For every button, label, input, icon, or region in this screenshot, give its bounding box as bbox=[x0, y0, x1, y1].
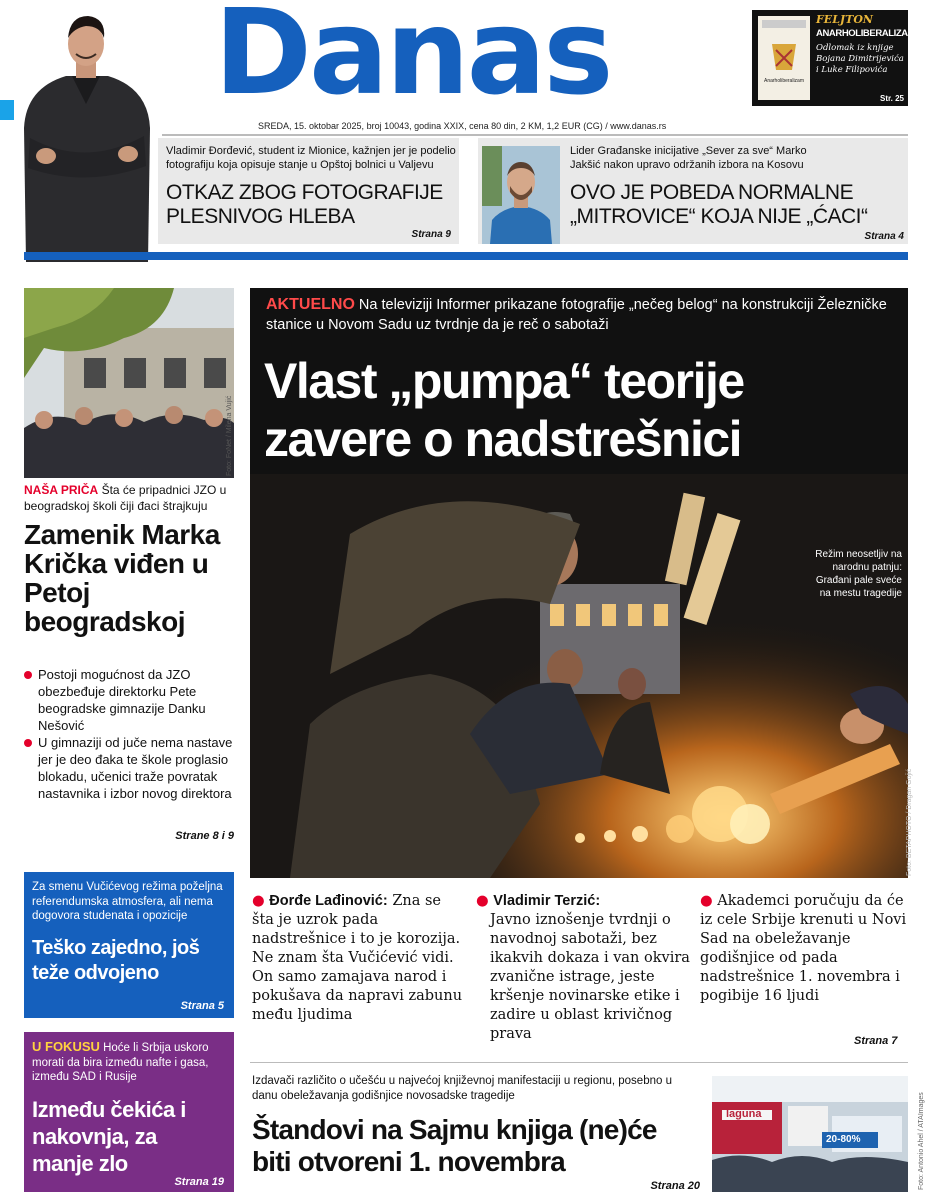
quote-text: Zna se šta je uzrok pada nadstrešnice i to je korozija. Ne znam šta Vučićević vidi. On samo zamajava narod i pokušava da napravi zabunu među ljudima bbox=[252, 893, 463, 1023]
page-ref: Strana 7 bbox=[854, 1035, 898, 1047]
main-story[interactable] bbox=[250, 288, 913, 878]
feljton-label: FELJTON bbox=[816, 13, 873, 26]
section-bar bbox=[24, 252, 908, 260]
page-ref: Strana 5 bbox=[180, 1000, 224, 1012]
main-story-intro-line bbox=[266, 295, 896, 335]
left-story-photo bbox=[24, 288, 234, 478]
left-story-kicker-line bbox=[24, 482, 238, 514]
divider bbox=[250, 1062, 908, 1063]
photo-credit: Foto: BETAPHOTO / Dragan Gojić bbox=[906, 768, 913, 876]
top-story-intro: Vladimir Đorđević, student iz Mionice, kažnjen jer je podelio fotografiju koja opisuje stanje u Opštoj bolnici u Valjevu bbox=[166, 145, 456, 171]
page-ref: Strana 9 bbox=[411, 229, 451, 240]
bottom-story-photo bbox=[712, 1076, 908, 1192]
feljton-text: Odlomak iz knjige Bojana Dimitrijevića i Luke Filipovića bbox=[816, 43, 904, 75]
feljton-box[interactable] bbox=[752, 10, 916, 106]
left-story[interactable] bbox=[24, 482, 238, 846]
main-story-intro: Na televiziji Informer prikazane fotografije „nečeg belog“ na konstrukciji Železničke stanice u Novom Sadu uz tvrdnje da je reč o sabotaži bbox=[266, 297, 887, 333]
purple-box[interactable] bbox=[24, 1032, 234, 1192]
divider bbox=[162, 134, 908, 136]
feljton-book-title: Anarholiberalizam bbox=[763, 78, 805, 84]
feljton-title: ANARHOLIBERALIZAM bbox=[816, 28, 916, 39]
masthead-person-photo bbox=[16, 8, 156, 262]
purple-box-intro-line bbox=[32, 1040, 232, 1085]
quote-terzic[interactable]: ● Vladimir Terzić: Javno iznošenje tvrdnji o navodnoj sabotaži, bez ikakvih dokaza i van okvira zvanične istrage, jeste kršenje novinarske etike i zadire u oblast krivičnog prava bbox=[476, 893, 690, 1042]
dateline: SREDA, 15. oktobar 2025, broj 10043, godina XXIX, cena 80 din, 2 KM, 1,2 EUR (CG) / www.danas.rs bbox=[258, 121, 667, 131]
photo-sign: 20-80% bbox=[826, 1134, 861, 1145]
top-story-headline[interactable]: OVO JE POBEDA NORMALNE „MITROVICE“ KOJA NIJE „ĆACI“ bbox=[570, 181, 868, 228]
left-story-bullets bbox=[24, 666, 234, 802]
photo-caption: Režim neosetljiv na narodnu patnju: Građani pale sveće na mestu tragedije bbox=[815, 549, 902, 599]
page-ref: Strana 20 bbox=[650, 1180, 700, 1192]
top-story-headline[interactable]: OTKAZ ZBOG FOTOGRAFIJE PLESNIVOG HLEBA bbox=[166, 181, 443, 228]
kicker: NAŠA PRIČA bbox=[24, 483, 99, 497]
bullet-item: U gimnaziji od juče nema nastave jer je deo đaka te škole proglasio blokadu, učenici traže povratak nastavnika i izbor novog direktora bbox=[24, 734, 234, 802]
quote-ladjinovic[interactable]: ● Đorđe Lađinović: Zna se šta je uzrok pada nadstrešnice i to je korozija. Ne znam šta Vučićević vidi. On samo zamajava narod i pokušava da napravi zabunu među ljudima bbox=[252, 893, 463, 1023]
main-story-photo bbox=[250, 474, 908, 878]
page-ref: Strana 4 bbox=[864, 231, 904, 242]
purple-box-intro: Hoće li Srbija uskoro morati da bira između nafte i gasa, između SAD i Rusije bbox=[32, 1042, 209, 1083]
logo[interactable]: Danas bbox=[214, 0, 611, 121]
quote-akademci[interactable]: ● Akademci poručuju da će iz cele Srbije krenuti u Novi Sad na obeležavanje godišnjice od pada nadstrešnice 1. novembra i pogibije 16 ljudi bbox=[700, 893, 907, 1004]
page-ref: Strana 19 bbox=[174, 1176, 224, 1188]
bottom-story-intro: Izdavači različito o učešću u najvećoj književnoj manifestaciji u regionu, posebno u danu obeležavanja godišnjice novosadske tragedije bbox=[252, 1075, 672, 1102]
kicker: U FOKUSU bbox=[32, 1039, 100, 1054]
feljton-book-cover bbox=[758, 16, 810, 100]
feljton-page: Str. 25 bbox=[879, 94, 904, 103]
blue-box-headline[interactable]: Teško zajedno, još teže odvojeno bbox=[32, 937, 200, 984]
bullet-item: Postoji mogućnost da JZO obezbeđuje direktorku Pete beogradske gimnazije Danku Nešović bbox=[24, 666, 234, 734]
quote-name: Vladimir Terzić: bbox=[493, 893, 601, 909]
top-story-mitrovica[interactable] bbox=[478, 138, 908, 244]
main-story-headline[interactable]: Vlast „pumpa“ teorije zavere o nadstrešnici bbox=[264, 353, 744, 467]
left-story-headline[interactable]: Zamenik Marka Krička viđen u Petoj beogradskoj bbox=[24, 519, 220, 637]
blue-box[interactable] bbox=[24, 872, 234, 1018]
blue-box-intro: Za smenu Vučićevog režima poželjna referendumska atmosfera, ali nema dogovora studenata i opozicije bbox=[32, 881, 223, 922]
kicker: AKTUELNO bbox=[266, 296, 355, 313]
photo-brand: laguna bbox=[726, 1108, 762, 1120]
page-ref: Strane 8 i 9 bbox=[175, 830, 234, 842]
quote-text: Javno iznošenje tvrdnji o navodnoj sabotaži, bez ikakvih dokaza i van okvira zvanične istrage, jeste kršenje novinarske etike i zadire u oblast krivičnog prava bbox=[490, 912, 690, 1042]
quote-text: Akademci poručuju da će iz cele Srbije krenuti u Novi Sad na obeležavanje godišnjice od pada nadstrešnice 1. novembra i pogibije 16 ljudi bbox=[700, 893, 907, 1004]
quote-name: Đorđe Lađinović: bbox=[269, 893, 388, 909]
top-story-intro: Lider Građanske inicijative „Sever za sve“ Marko Jakšić nakon upravo održanih izbora na Kosovu bbox=[570, 145, 807, 171]
top-story-portrait bbox=[482, 146, 560, 244]
purple-box-headline[interactable]: Između čekića i nakovnja, za manje zlo bbox=[32, 1097, 186, 1176]
masthead bbox=[0, 0, 930, 138]
top-story-plesnivi-hleb[interactable] bbox=[158, 138, 459, 244]
kicker-text: Šta će pripadnici JZO u beogradskoj školi čiji đaci štrajkuju bbox=[24, 483, 227, 513]
photo-credit bbox=[226, 468, 233, 476]
side-tab-marker bbox=[0, 100, 14, 120]
bottom-story[interactable] bbox=[252, 1070, 702, 1194]
bottom-story-headline[interactable]: Štandovi na Sajmu knjiga (ne)će biti otvoreni 1. novembra bbox=[252, 1114, 657, 1177]
photo-credit: Foto: Antonio Ahel / ATAImages bbox=[918, 1092, 925, 1190]
